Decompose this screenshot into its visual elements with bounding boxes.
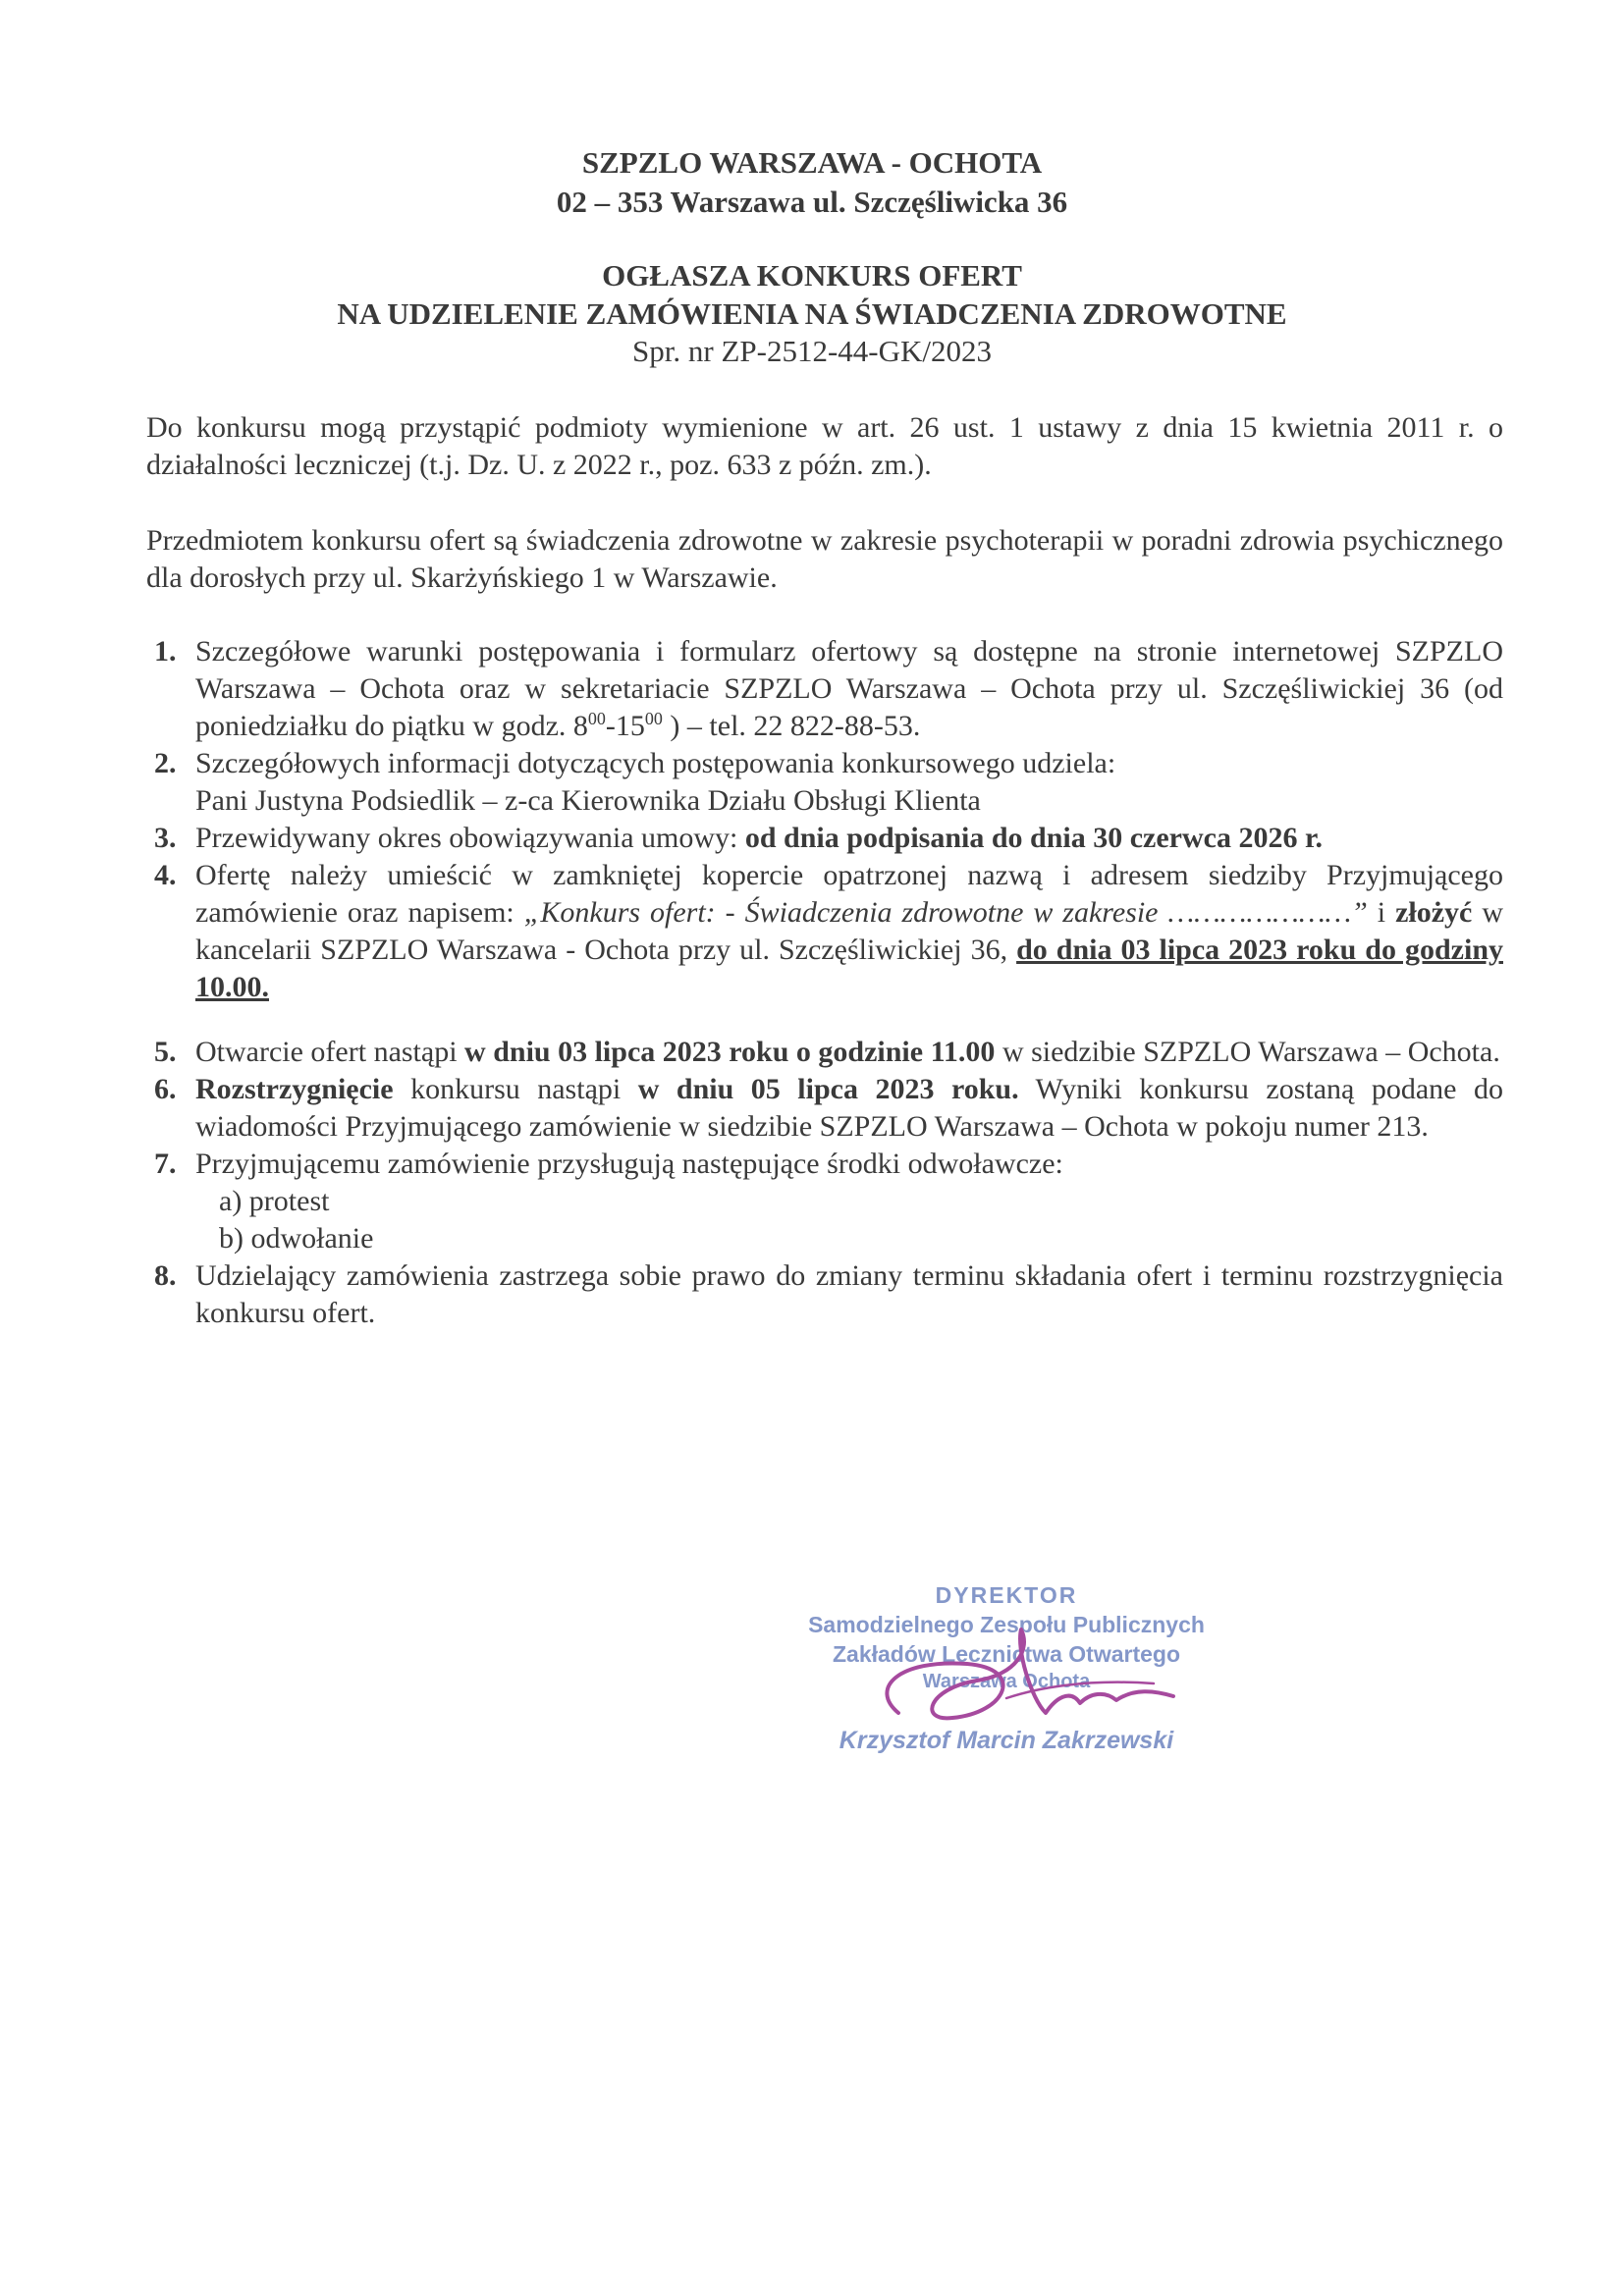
list-item [146, 745, 1503, 820]
list-item [146, 820, 1503, 857]
announcement-subtitle: NA UDZIELENIE ZAMÓWIENIA NA ŚWIADCZENIA ZDROWOTNE [337, 296, 1287, 331]
item-text: Szczegółowych informacji dotyczących postępowania konkursowego udziela: [195, 747, 1116, 779]
item-number: 7. [154, 1148, 177, 1180]
signature-icon [859, 1620, 1193, 1737]
item-number: 5. [154, 1036, 177, 1068]
item-number: 4. [154, 859, 177, 891]
item-text: Przewidywany okres obowiązywania umowy: [195, 822, 745, 854]
stamp-title: DYREKTOR [935, 1582, 1078, 1608]
item-number: 8. [154, 1259, 177, 1292]
stamp-line: Samodzielnego Zespołu Publicznych [808, 1612, 1205, 1637]
conditions-list [146, 633, 1503, 1332]
hours-superscript: 00 [587, 709, 606, 728]
list-item [146, 1146, 1503, 1257]
stamp-line: Zakładów Lecznictwa Otwartego [832, 1641, 1181, 1667]
item-text: ) – tel. 22 822-88-53. [662, 710, 921, 742]
item-text: Przyjmującemu zamówienie przysługują następujące środki odwoławcze: [195, 1148, 1063, 1180]
item-text: -15 [605, 710, 645, 742]
case-number: Spr. nr ZP-2512-44-GK/2023 [632, 334, 992, 368]
contact-person: Pani Justyna Podsiedlik – z-ca Kierownika Działu Obsługi Klienta [195, 784, 981, 817]
contract-period: od dnia podpisania do dnia 30 czerwca 2026 r. [744, 822, 1324, 854]
item-text: Wyniki konkursu zostaną podane do wiadomości Przyjmującego zamówienie w siedzibie SZPZLO Warszawa – Ochota w pokoju numer 213. [195, 1073, 1503, 1143]
item-text: Szczegółowe warunki postępowania i formularz ofertowy są dostępne na stronie internetowej SZPZLO Warszawa – Ochota oraz w sekretariacie SZPZLO Warszawa – Ochota przy ul. Szczęśliwickiej 36 (od poniedziałku do piątku w godz. 8 [195, 635, 1503, 742]
subject-paragraph: Przedmiotem konkursu ofert są świadczenia zdrowotne w zakresie psychoterapii w poradni zdrowia psychicznego dla dorosłych przy ul. Skarżyńskiego 1 w Warszawie. [146, 524, 1503, 594]
item-text: Ofertę należy umieścić w zamkniętej kopercie opatrzonej nazwą i adresem siedziby Przyjmującego zamówienie oraz napisem: [195, 859, 1503, 929]
list-item [146, 1071, 1503, 1146]
submit-word: złożyć [1395, 896, 1473, 929]
announcement-title: OGŁASZA KONKURS OFERT [602, 258, 1022, 293]
item-text: w kancelarii SZPZLO Warszawa - Ochota przy ul. Szczęśliwickiej 36, [195, 896, 1503, 966]
opening-date: w dniu 03 lipca 2023 roku o godzinie 11.00 [464, 1036, 996, 1068]
item-text: Otwarcie ofert nastąpi [195, 1036, 465, 1068]
item-text: i [1367, 896, 1396, 929]
list-item [146, 1034, 1503, 1071]
item-number: 6. [154, 1073, 177, 1105]
list-item [146, 1257, 1503, 1332]
item-text: Udzielający zamówienia zastrzega sobie prawo do zmiany terminu składania ofert i terminu rozstrzygnięcia konkursu ofert. [195, 1259, 1503, 1329]
organization-address: 02 – 353 Warszawa ul. Szczęśliwicka 36 [556, 185, 1068, 219]
remedy-appeal: b) odwołanie [219, 1222, 374, 1255]
item-text: konkursu nastąpi [393, 1073, 638, 1105]
stamp-line: Warszawa Ochota [922, 1671, 1091, 1692]
submission-deadline: do dnia 03 lipca 2023 roku do godziny 10.00. [195, 934, 1503, 1003]
item-number: 2. [154, 747, 177, 779]
stamp-name: Krzysztof Marcin Zakrzewski [839, 1727, 1174, 1754]
item-number: 1. [154, 635, 177, 667]
remedy-protest: a) protest [219, 1185, 330, 1217]
list-item [146, 857, 1503, 1006]
eligibility-paragraph: Do konkursu mogą przystąpić podmioty wymienione w art. 26 ust. 1 ustawy z dnia 15 kwietnia 2011 r. o działalności leczniczej (t.j. Dz. U. z 2022 r., poz. 633 z późn. zm.). [146, 411, 1503, 481]
resolution-date: w dniu 05 lipca 2023 roku. [637, 1073, 1019, 1105]
organization-name: SZPZLO WARSZAWA - OCHOTA [581, 145, 1043, 180]
envelope-label: „Konkurs ofert: - Świadczenia zdrowotne w zakresie …………………” [523, 896, 1368, 929]
resolution-word: Rozstrzygnięcie [195, 1073, 394, 1105]
item-number: 3. [154, 822, 177, 854]
list-item [146, 633, 1503, 745]
item-text: w siedzibie SZPZLO Warszawa – Ochota. [995, 1036, 1500, 1068]
hours-superscript: 00 [644, 709, 663, 728]
